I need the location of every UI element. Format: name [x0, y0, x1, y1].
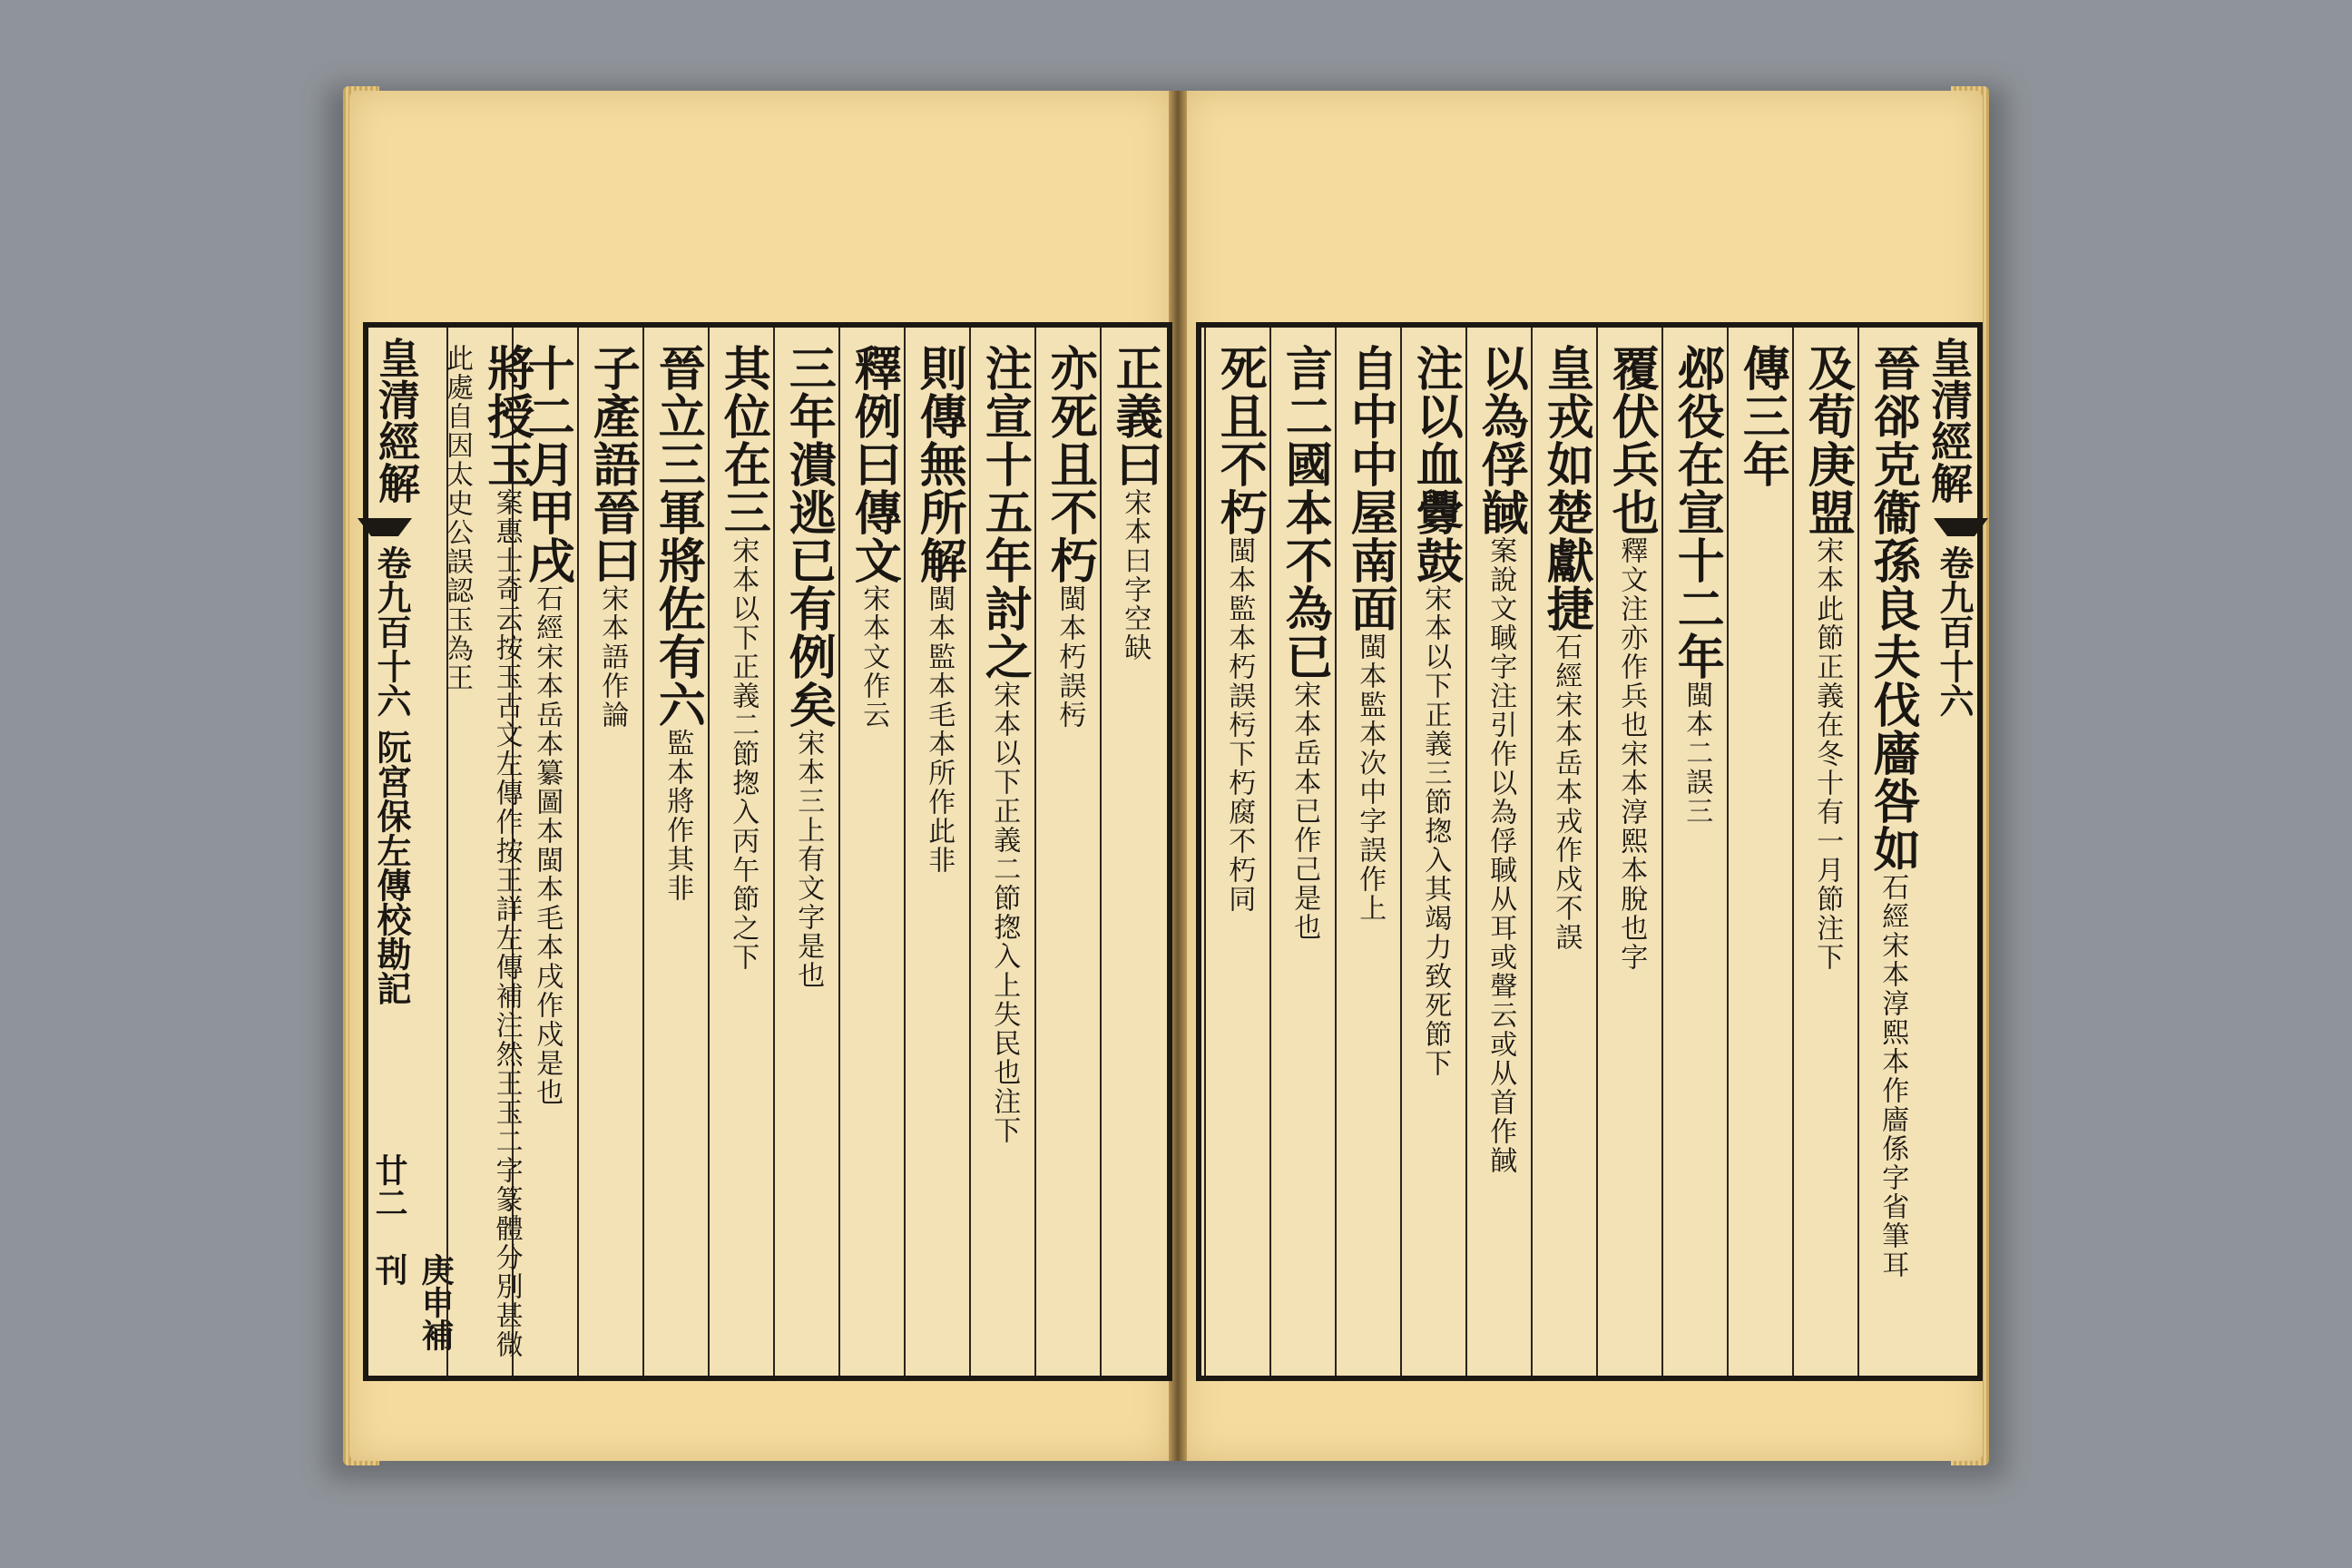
left-margin-edition: 庚申補刊 — [370, 1253, 455, 1351]
main-text: 晉郤克衞孫良夫伐廧咎如 — [1865, 344, 1921, 873]
annotation-text: 宋本曰字空缺 — [1119, 488, 1152, 662]
column-text — [780, 344, 837, 990]
annotation-text: 宋本語作論 — [596, 584, 629, 730]
annotation-text: 石經宋本岳本戎作戍不誤 — [1550, 632, 1583, 952]
right-text-frame — [1196, 322, 1983, 1381]
main-text: 邲役在宣十二年 — [1669, 344, 1725, 681]
column-text — [1734, 344, 1790, 488]
main-text: 子產語晉曰 — [584, 344, 641, 584]
annotation-text: 閩本朽誤杇 — [1054, 584, 1086, 730]
main-text: 注以血釁鼓 — [1407, 344, 1464, 584]
annotation-text: 監本將作其非 — [662, 729, 694, 903]
annotation-text: 閩本二誤三 — [1681, 681, 1713, 826]
column-text — [1603, 344, 1660, 972]
left-margin-folio: 廿二 — [370, 1153, 408, 1219]
column-text — [1342, 344, 1398, 923]
column-text — [650, 344, 706, 903]
text-column — [642, 328, 710, 1376]
text-column — [1661, 328, 1729, 1376]
main-text: 覆伏兵也 — [1603, 344, 1660, 536]
annotation-text: 宋本此節正義在冬十有一月節注下 — [1811, 536, 1844, 972]
annotation-text: 案說文聝字注引作以為俘聝从耳或聲云或从首作馘 — [1485, 536, 1517, 1175]
column-text — [846, 344, 902, 730]
column-text — [715, 344, 771, 972]
text-column — [708, 328, 775, 1376]
annotation-text: 閩本監本毛本所作此非 — [923, 584, 956, 875]
annotation-text: 宋本岳本已作己是也 — [1289, 681, 1321, 942]
column-text — [1865, 344, 1921, 1279]
annotation-text: 宋本以下正義二節揔入上失民也注下 — [988, 681, 1021, 1145]
text-column — [1400, 328, 1467, 1376]
main-text: 傳三年 — [1734, 344, 1790, 488]
column-text — [1042, 344, 1098, 730]
annotation-text: 閩本監本朽誤杇下朽腐不朽同 — [1223, 536, 1256, 914]
text-column — [1792, 328, 1859, 1376]
column-text — [1407, 344, 1464, 1078]
column-text — [431, 344, 534, 1376]
main-text: 及荀庚盟 — [1799, 344, 1856, 536]
annotation-text: 釋文注亦作兵也宋本淳熙本脫也字 — [1615, 536, 1648, 972]
text-column — [1269, 328, 1337, 1376]
column-text — [1277, 344, 1333, 942]
left-text-frame — [363, 322, 1172, 1381]
right-margin-title: 皇清經解 — [1925, 337, 1974, 504]
main-text: 將授玉 — [478, 344, 534, 488]
text-column — [1335, 328, 1402, 1376]
left-margin-title: 皇清經解 — [372, 337, 421, 504]
left-margin-volume: 卷九百十六 阮宮保左傳校勘記 — [371, 545, 412, 1006]
text-column — [1465, 328, 1533, 1376]
annotation-text: 案惠士奇云按玉古文左傳作按王詳左傳補注然王玉二字篆體分別甚微此處自因太史公誤認玉為王 — [441, 344, 523, 1359]
annotation-text: 閩本監本次中字誤作上 — [1354, 632, 1387, 923]
column-text — [1538, 344, 1594, 952]
main-text: 釋例曰傳文 — [846, 344, 902, 584]
column-text — [976, 344, 1033, 1145]
text-column — [1100, 328, 1167, 1376]
main-text: 自中中屋南面 — [1342, 344, 1398, 632]
main-text: 則傳無所解 — [911, 344, 967, 584]
main-text: 晉立三軍將佐有六 — [650, 344, 706, 729]
column-text — [1669, 344, 1725, 826]
main-text: 言二國本不為已 — [1277, 344, 1333, 681]
text-column — [441, 328, 534, 1376]
main-text: 正義曰 — [1107, 344, 1163, 488]
text-column — [577, 328, 644, 1376]
main-text: 三年潰逃已有例矣 — [780, 344, 837, 729]
annotation-text: 石經宋本淳熙本作廧係字省筆耳 — [1877, 873, 1909, 1279]
text-column — [1204, 328, 1271, 1376]
main-text: 十二月甲戌 — [519, 344, 575, 584]
text-column — [969, 328, 1036, 1376]
text-column — [1596, 328, 1663, 1376]
text-column — [904, 328, 971, 1376]
annotation-text: 宋本以下正義三節揔入其竭力致死節下 — [1419, 584, 1452, 1078]
annotation-text: 石經宋本岳本纂圖本閩本毛本戌作戍是也 — [531, 584, 564, 1107]
text-column — [1531, 328, 1598, 1376]
column-text — [1107, 344, 1163, 662]
column-text — [1473, 344, 1529, 1175]
text-column — [773, 328, 840, 1376]
annotation-text: 宋本以下正義二節揔入丙午節之下 — [727, 536, 760, 972]
column-text — [584, 344, 641, 730]
text-column — [1857, 328, 1925, 1376]
main-text: 其位在三 — [715, 344, 771, 536]
column-text — [911, 344, 967, 875]
main-text: 以為俘馘 — [1473, 344, 1529, 536]
main-text: 亦死且不朽 — [1042, 344, 1098, 584]
text-column — [838, 328, 906, 1376]
main-text: 皇戎如楚獻捷 — [1538, 344, 1594, 632]
column-text — [1211, 344, 1268, 914]
annotation-text: 宋本三上有文字是也 — [792, 729, 825, 990]
main-text: 注宣十五年討之 — [976, 344, 1033, 681]
text-column — [1034, 328, 1102, 1376]
main-text: 死且不朽 — [1211, 344, 1268, 536]
text-column — [1727, 328, 1794, 1376]
annotation-text: 宋本文作云 — [858, 584, 890, 730]
column-text — [1799, 344, 1856, 972]
right-margin-volume: 卷九百十六 — [1934, 545, 1975, 718]
